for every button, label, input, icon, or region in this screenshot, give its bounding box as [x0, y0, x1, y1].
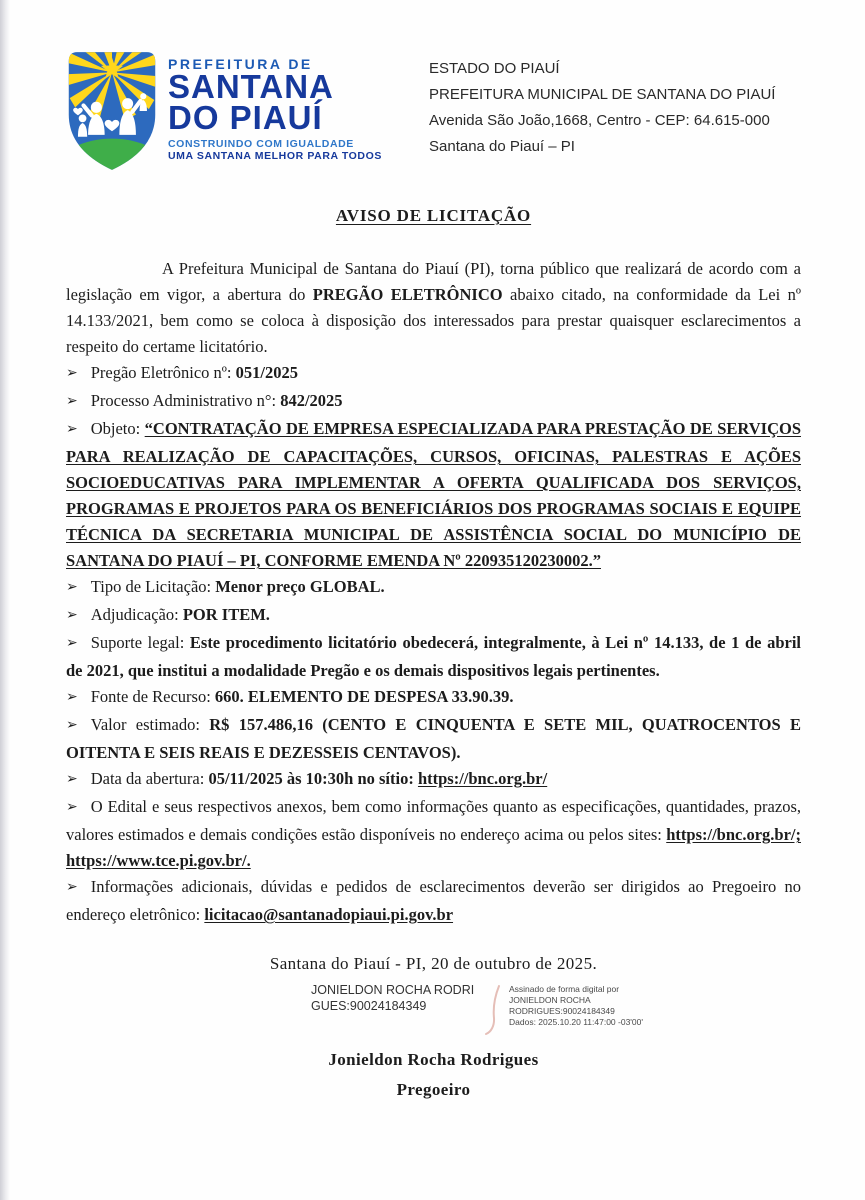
licitacao-email-link[interactable]: licitacao@santanadopiaui.pi.gov.br	[204, 905, 454, 924]
item-value: 660. ELEMENTO DE DESPESA 33.90.39.	[214, 687, 514, 706]
intro-part2: abaixo citado, na conformidade da Lei nº 14.133/2021, bem como se coloca à disposição dos interessados para prestar quaisquer esclarecimentos a respeito do certame licitatório.	[66, 285, 801, 356]
list-arrow-marker: ➢	[66, 636, 78, 651]
logo-prefeitura-de: PREFEITURA DE	[168, 56, 313, 72]
digital-signature-stamp	[311, 982, 801, 1038]
signer-name: Jonieldon Rocha Rodrigues	[328, 1050, 539, 1069]
list-arrow-marker: ➢	[66, 772, 78, 787]
item-label: Processo Administrativo n°:	[90, 391, 281, 410]
item-objeto	[66, 416, 801, 574]
objeto-text: “CONTRATAÇÃO DE EMPRESA ESPECIALIZADA PARA PRESTAÇÃO DE SERVIÇOS PARA REALIZAÇÃO DE CAPACITAÇÕES, CURSOS, OFICINAS, PALESTRAS E AÇÕES SOCIOEDUCATIVAS PARA IMPLEMENTAR A OFERTA QUALIFICADA DOS SERVIÇOS, PROGRAMAS E PROJETOS PARA OS BENEFICIÁRIOS DOS PROGRAMAS SOCIAIS E EQUIPE TÉCNICA DA SECRETARIA MUNICIPAL DE ASSISTÊNCIA SOCIAL DO MUNICÍPIO DE SANTANA DO PIAUÍ – PI, CONFORME EMENDA Nº 220935120230002.”	[66, 419, 801, 570]
logo-tagline-1: CONSTRUINDO COM IGUALDADE	[168, 138, 354, 150]
item-label: Data da abertura:	[90, 769, 209, 788]
item-text: O Edital e seus respectivos anexos, bem como informações quanto as especificações, quantidades, prazos, valores estimados e demais condições estão disponíveis no endereço acima ou pelos sites:	[66, 797, 801, 844]
item-value: 842/2025	[280, 391, 343, 410]
item-edital-anexos	[66, 794, 801, 874]
item-value: POR ITEM.	[182, 605, 270, 624]
signature-flourish-icon	[481, 982, 507, 1038]
stamp-detail-line: Dados: 2025.10.20 11:47:00 -03'00'	[509, 1017, 643, 1027]
list-arrow-marker: ➢	[66, 366, 78, 381]
org-line-cidade: Santana do Piauí – PI	[429, 138, 575, 155]
item-informacoes-adicionais	[66, 874, 801, 928]
edital-sites-links[interactable]: https://bnc.org.br/; https://www.tce.pi.gov.br/.	[66, 825, 801, 870]
item-label: Fonte de Recurso:	[90, 687, 215, 706]
item-label: Tipo de Licitação:	[90, 577, 216, 596]
item-label: Suporte legal:	[90, 633, 190, 652]
city-shield-icon	[66, 50, 158, 172]
item-data-abertura	[66, 766, 801, 794]
item-label: Adjudicação:	[90, 605, 183, 624]
list-arrow-marker: ➢	[66, 422, 78, 437]
intro-part1: A Prefeitura Municipal de Santana do Piauí (PI), torna público que realizará de acordo com a legislação em vigor, a abertura do	[66, 259, 801, 304]
item-label: Pregão Eletrônico nº:	[90, 363, 236, 382]
item-label: Objeto:	[90, 419, 145, 438]
org-line-prefeitura: PREFEITURA MUNICIPAL DE SANTANA DO PIAUÍ	[429, 86, 776, 103]
logo-santana: SANTANA	[168, 68, 334, 105]
stamp-detail-line: Assinado de forma digital por	[509, 984, 620, 994]
item-value: 05/11/2025 às 10:30h no sítio:	[208, 769, 418, 788]
page-title: AVISO DE LICITAÇÃO	[335, 206, 532, 225]
list-arrow-marker: ➢	[66, 718, 78, 733]
logo-tagline-2: UMA SANTANA MELHOR PARA TODOS	[168, 150, 382, 162]
logo-do-piaui: DO PIAUÍ	[168, 99, 323, 136]
bnc-link[interactable]: https://bnc.org.br/	[417, 769, 548, 788]
item-value: 051/2025	[235, 363, 298, 382]
item-processo-administrativo	[66, 388, 801, 416]
stamp-details	[509, 982, 699, 1028]
item-tipo-licitacao	[66, 574, 801, 602]
list-arrow-marker: ➢	[66, 580, 78, 595]
list-arrow-marker: ➢	[66, 608, 78, 623]
item-valor-estimado	[66, 712, 801, 766]
stamp-detail-line: RODRIGUES:90024184349	[509, 1006, 615, 1016]
list-arrow-marker: ➢	[66, 880, 78, 895]
intro-paragraph	[66, 256, 801, 360]
city-logo	[66, 50, 382, 172]
org-line-endereco: Avenida São João,1668, Centro - CEP: 64.615-000	[429, 112, 770, 129]
signer-role: Pregoeiro	[396, 1080, 471, 1099]
item-value: Menor preço GLOBAL.	[215, 577, 385, 596]
date-line: Santana do Piauí - PI, 20 de outubro de 2025.	[269, 954, 598, 973]
org-address-block	[429, 50, 801, 160]
item-label: Valor estimado:	[90, 715, 210, 734]
item-pregao-numero	[66, 360, 801, 388]
item-value: Este procedimento licitatório obedecerá, integralmente, à Lei nº 14.133, de 1 de abril de 2021, que institui a modalidade Pregão e os demais dispositivos legais pertinentes.	[66, 633, 801, 680]
item-fonte-recurso	[66, 684, 801, 712]
document-header	[66, 50, 801, 172]
item-value: R$ 157.486,16 (CENTO E CINQUENTA E SETE MIL, QUATROCENTOS E OITENTA E SEIS REAIS E DEZESSEIS CENTAVOS).	[66, 715, 801, 762]
item-adjudicacao	[66, 602, 801, 630]
item-text: Informações adicionais, dúvidas e pedidos de esclarecimentos deverão ser dirigidos ao Pregoeiro no endereço eletrônico:	[66, 877, 801, 924]
scan-edge-artifact	[0, 0, 10, 1200]
intro-bold-pregao-eletronico: PREGÃO ELETRÔNICO	[312, 285, 503, 304]
org-line-estado: ESTADO DO PIAUÍ	[429, 60, 560, 77]
list-arrow-marker: ➢	[66, 394, 78, 409]
list-arrow-marker: ➢	[66, 800, 78, 815]
list-arrow-marker: ➢	[66, 690, 78, 705]
stamp-detail-line: JONIELDON ROCHA	[509, 995, 591, 1005]
item-suporte-legal	[66, 630, 801, 684]
stamp-subject: JONIELDON ROCHA RODRIGUES:90024184349	[311, 983, 475, 1013]
